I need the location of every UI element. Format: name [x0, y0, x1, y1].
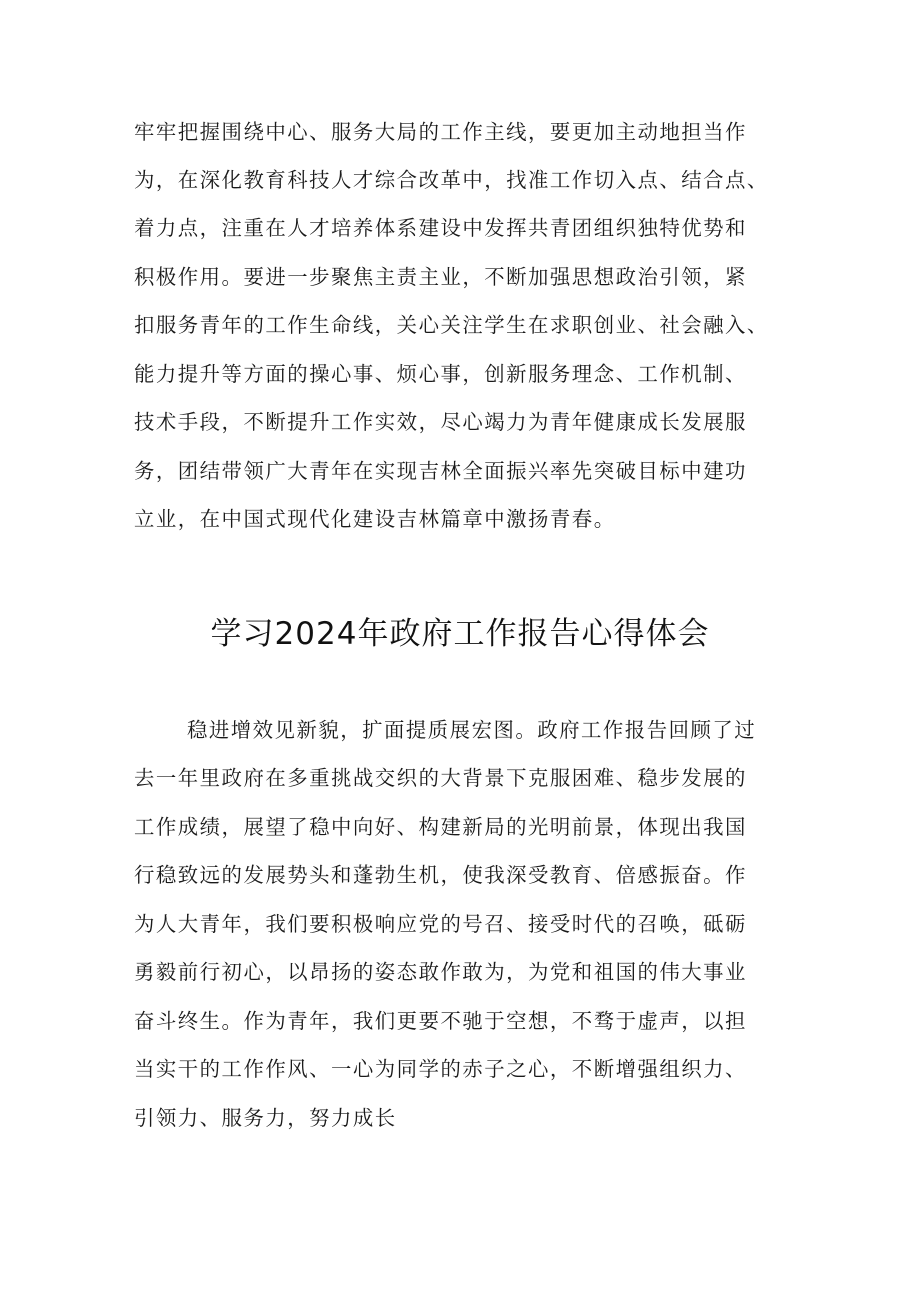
paragraph-line: 立业，在中国式现代化建设吉林篇章中激扬青春。: [134, 507, 616, 531]
paragraph-line: 稳进增效见新貌，扩面提质展宏图。政府工作报告回顾了过: [187, 718, 757, 742]
paragraph-line: 为人大青年，我们要积极响应党的号召、接受时代的召唤，砥砺: [134, 912, 747, 936]
paragraph-line: 奋斗终生。作为青年，我们更要不驰于空想，不骛于虚声，以担: [134, 1009, 747, 1033]
document-title: 学习2024年政府工作报告心得体会: [210, 616, 710, 652]
paragraph-line: 能力提升等方面的操心事、烦心事，创新服务理念、工作机制、: [134, 362, 747, 386]
paragraph-line: 牢牢把握围绕中心、服务大局的工作主线，要更加主动地担当作: [134, 120, 747, 144]
paragraph-line: 积极作用。要进一步聚焦主责主业，不断加强思想政治引领，紧: [134, 265, 747, 289]
paragraph-line: 扣服务青年的工作生命线，关心关注学生在求职创业、社会融入、: [134, 313, 769, 337]
paragraph-line: 当实干的工作作风、一心为同学的赤子之心，不断增强组织力、: [134, 1057, 747, 1081]
paragraph-line: 务，团结带领广大青年在实现吉林全面振兴率先突破目标中建功: [134, 459, 747, 483]
paragraph-line: 勇毅前行初心，以昂扬的姿态敢作敢为，为党和祖国的伟大事业: [134, 960, 747, 984]
paragraph-line: 去一年里政府在多重挑战交织的大背景下克服困难、稳步发展的: [134, 766, 747, 790]
paragraph-line: 行稳致远的发展势头和蓬勃生机，使我深受教育、倍感振奋。作: [134, 863, 747, 887]
paragraph-line: 着力点，注重在人才培养体系建设中发挥共青团组织独特优势和: [134, 216, 747, 240]
paragraph-line: 工作成绩，展望了稳中向好、构建新局的光明前景，体现出我国: [134, 815, 747, 839]
paragraph-line: 技术手段，不断提升工作实效，尽心竭力为青年健康成长发展服: [134, 410, 747, 434]
paragraph-line: 为，在深化教育科技人才综合改革中，找准工作切入点、结合点、: [134, 168, 769, 192]
paragraph-line: 引领力、服务力，努力成长: [134, 1106, 397, 1130]
